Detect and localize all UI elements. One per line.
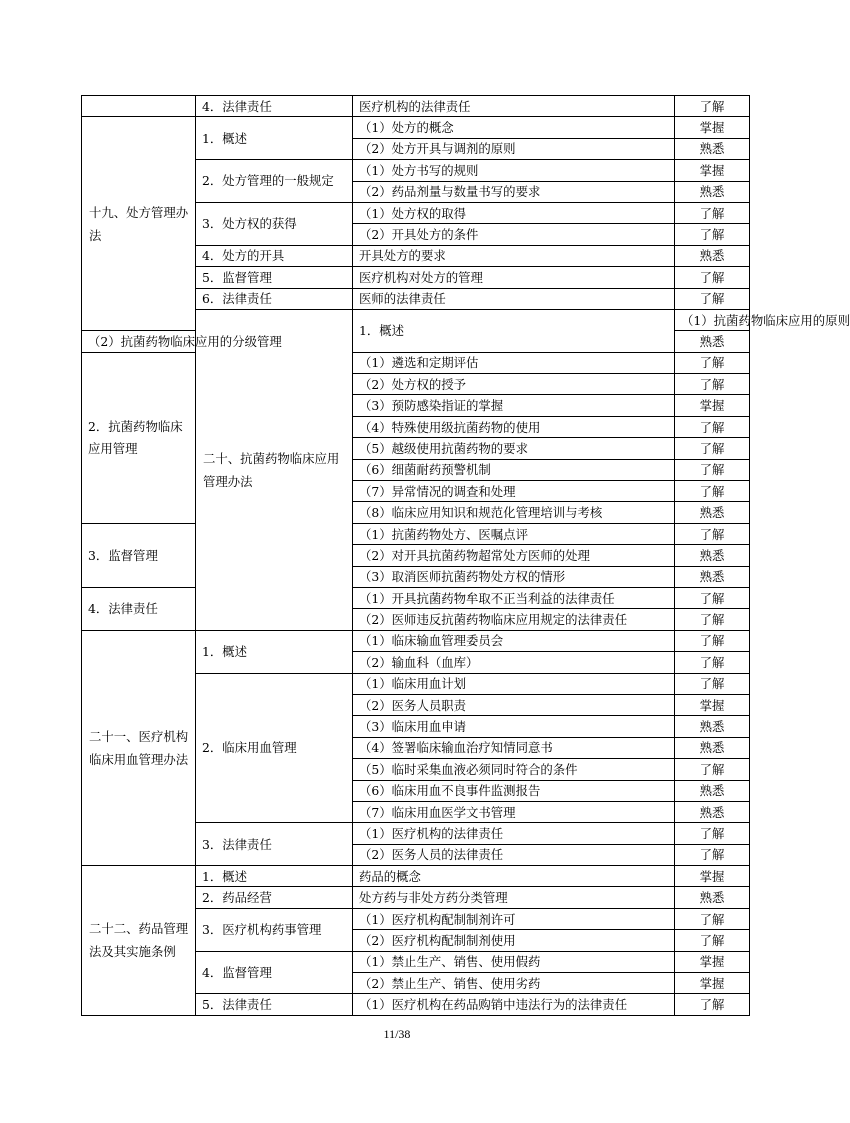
table-cell: 2．临床用血管理 <box>196 673 353 823</box>
requirement-cell: 熟悉 <box>675 566 750 587</box>
table-cell: 4．法律责任 <box>82 587 196 630</box>
table-cell: （1）医疗机构在药品购销中违法行为的法律责任 <box>353 994 675 1015</box>
requirement-cell: 了解 <box>675 416 750 437</box>
table-cell: 3．处方权的获得 <box>196 202 353 245</box>
table-row <box>82 523 750 544</box>
table-cell: （2）输血科（血库） <box>353 652 675 673</box>
table-cell: 1．概述 <box>353 309 675 352</box>
table-cell: （3）临床用血申请 <box>353 716 675 737</box>
table-cell: （2）开具处方的条件 <box>353 224 675 245</box>
requirement-cell: 熟悉 <box>675 780 750 801</box>
page-number: 11/38 <box>383 1027 411 1041</box>
table-cell: （2）处方开具与调剂的原则 <box>353 138 675 159</box>
table-cell: （8）临床应用知识和规范化管理培训与考核 <box>353 502 675 523</box>
table-cell: 医疗机构对处方的管理 <box>353 267 675 288</box>
table-cell: （1）临床用血计划 <box>353 673 675 694</box>
requirement-cell: 了解 <box>675 630 750 651</box>
syllabus-table <box>81 95 850 1016</box>
requirement-cell: 了解 <box>675 523 750 544</box>
requirement-cell: 熟悉 <box>675 737 750 758</box>
table-cell: 6．法律责任 <box>196 288 353 309</box>
table-cell: 医疗机构的法律责任 <box>353 96 675 117</box>
table-cell: 4．处方的开具 <box>196 245 353 266</box>
unit-cell: 二十一、医疗机构临床用血管理办法 <box>82 630 196 865</box>
table-cell: （1）医疗机构的法律责任 <box>353 823 675 844</box>
requirement-cell: 了解 <box>675 438 750 459</box>
table-cell: 2．处方管理的一般规定 <box>196 160 353 203</box>
requirement-cell: 掌握 <box>675 951 750 972</box>
requirement-cell: 了解 <box>675 481 750 502</box>
table-row <box>82 96 750 117</box>
requirement-cell: 掌握 <box>675 694 750 715</box>
requirement-cell: 了解 <box>675 374 750 395</box>
unit-cell: 十九、处方管理办法 <box>82 117 196 331</box>
requirement-cell: 熟悉 <box>675 245 750 266</box>
table-cell: （6）临床用血不良事件监测报告 <box>353 780 675 801</box>
requirement-cell: 了解 <box>675 994 750 1015</box>
table-cell: （4）签署临床输血治疗知情同意书 <box>353 737 675 758</box>
requirement-cell: 掌握 <box>675 160 750 181</box>
table-row <box>82 587 750 608</box>
table-cell: （3）预防感染指证的掌握 <box>353 395 675 416</box>
table-cell: 4．监督管理 <box>196 951 353 994</box>
table-cell: 5．监督管理 <box>196 267 353 288</box>
requirement-cell: 了解 <box>675 823 750 844</box>
unit-cell: 二十二、药品管理法及其实施条例 <box>82 866 196 1016</box>
requirement-cell: 了解 <box>675 908 750 929</box>
table-cell: 4．法律责任 <box>196 96 353 117</box>
requirement-cell: 了解 <box>675 352 750 373</box>
requirement-cell: 熟悉 <box>675 181 750 202</box>
table-cell: （2）抗菌药物临床应用的分级管理 <box>82 331 196 352</box>
table-cell: （2）对开具抗菌药物超常处方医师的处理 <box>353 545 675 566</box>
table-cell: 开具处方的要求 <box>353 245 675 266</box>
table-cell: 2．药品经营 <box>196 887 353 908</box>
table-cell: （1）医疗机构配制制剂许可 <box>353 908 675 929</box>
table-cell: （3）取消医师抗菌药物处方权的情形 <box>353 566 675 587</box>
requirement-cell: 了解 <box>675 652 750 673</box>
requirement-cell: 了解 <box>675 267 750 288</box>
table-cell: （7）异常情况的调查和处理 <box>353 481 675 502</box>
requirement-cell: 熟悉 <box>675 331 750 352</box>
table-cell: （6）细菌耐药预警机制 <box>353 459 675 480</box>
table-cell: 5．法律责任 <box>196 994 353 1015</box>
requirement-cell: 熟悉 <box>675 502 750 523</box>
requirement-cell: 掌握 <box>675 395 750 416</box>
syllabus-table-body <box>82 96 850 1016</box>
requirement-cell: 熟悉 <box>675 801 750 822</box>
table-cell: （2）处方权的授予 <box>353 374 675 395</box>
table-row <box>82 866 750 887</box>
table-row <box>82 117 750 138</box>
table-cell: （1）抗菌药物临床应用的原则 <box>675 309 750 330</box>
table-cell: （2）医务人员的法律责任 <box>353 844 675 865</box>
table-cell: （1）处方的概念 <box>353 117 675 138</box>
table-cell: （5）临时采集血液必须同时符合的条件 <box>353 759 675 780</box>
requirement-cell: 熟悉 <box>675 887 750 908</box>
table-cell: （2）医疗机构配制制剂使用 <box>353 930 675 951</box>
table-cell: （1）遴选和定期评估 <box>353 352 675 373</box>
requirement-cell: 掌握 <box>675 973 750 994</box>
requirement-cell: 了解 <box>675 930 750 951</box>
table-cell: 药品的概念 <box>353 866 675 887</box>
requirement-cell: 熟悉 <box>675 138 750 159</box>
table-cell: （4）特殊使用级抗菌药物的使用 <box>353 416 675 437</box>
requirement-cell: 了解 <box>675 759 750 780</box>
table-cell: （7）临床用血医学文书管理 <box>353 801 675 822</box>
table-cell: 1．概述 <box>196 117 353 160</box>
requirement-cell: 了解 <box>675 96 750 117</box>
table-cell: 3．法律责任 <box>196 823 353 866</box>
table-cell: （1）开具抗菌药物牟取不正当利益的法律责任 <box>353 587 675 608</box>
table-cell: （2）禁止生产、销售、使用劣药 <box>353 973 675 994</box>
requirement-cell: 掌握 <box>675 117 750 138</box>
table-cell: （1）处方书写的规则 <box>353 160 675 181</box>
requirement-cell: 了解 <box>675 202 750 223</box>
table-cell: （2）药品剂量与数量书写的要求 <box>353 181 675 202</box>
requirement-cell: 了解 <box>675 844 750 865</box>
table-cell: 1．概述 <box>196 630 353 673</box>
requirement-cell: 了解 <box>675 609 750 630</box>
unit-cell <box>82 96 196 117</box>
requirement-cell: 了解 <box>675 673 750 694</box>
requirement-cell: 了解 <box>675 224 750 245</box>
table-cell: 1．概述 <box>196 866 353 887</box>
requirement-cell: 熟悉 <box>675 716 750 737</box>
requirement-cell: 了解 <box>675 288 750 309</box>
requirement-cell: 了解 <box>675 587 750 608</box>
table-cell: 2．抗菌药物临床应用管理 <box>82 352 196 523</box>
table-cell: 3．监督管理 <box>82 523 196 587</box>
table-cell: （1）处方权的取得 <box>353 202 675 223</box>
table-cell: （2）医务人员职责 <box>353 694 675 715</box>
unit-cell: 二十、抗菌药物临床应用管理办法 <box>196 309 353 630</box>
table-cell: （2）医师违反抗菌药物临床应用规定的法律责任 <box>353 609 675 630</box>
requirement-cell: 了解 <box>675 459 750 480</box>
table-cell: （1）抗菌药物处方、医嘱点评 <box>353 523 675 544</box>
requirement-cell: 掌握 <box>675 866 750 887</box>
table-cell: （5）越级使用抗菌药物的要求 <box>353 438 675 459</box>
table-cell: 3．医疗机构药事管理 <box>196 908 353 951</box>
table-row <box>82 630 750 651</box>
table-row <box>82 352 750 373</box>
table-cell: 医师的法律责任 <box>353 288 675 309</box>
table-cell: （1）禁止生产、销售、使用假药 <box>353 951 675 972</box>
table-cell: （1）临床输血管理委员会 <box>353 630 675 651</box>
requirement-cell: 熟悉 <box>675 545 750 566</box>
table-cell: 处方药与非处方药分类管理 <box>353 887 675 908</box>
